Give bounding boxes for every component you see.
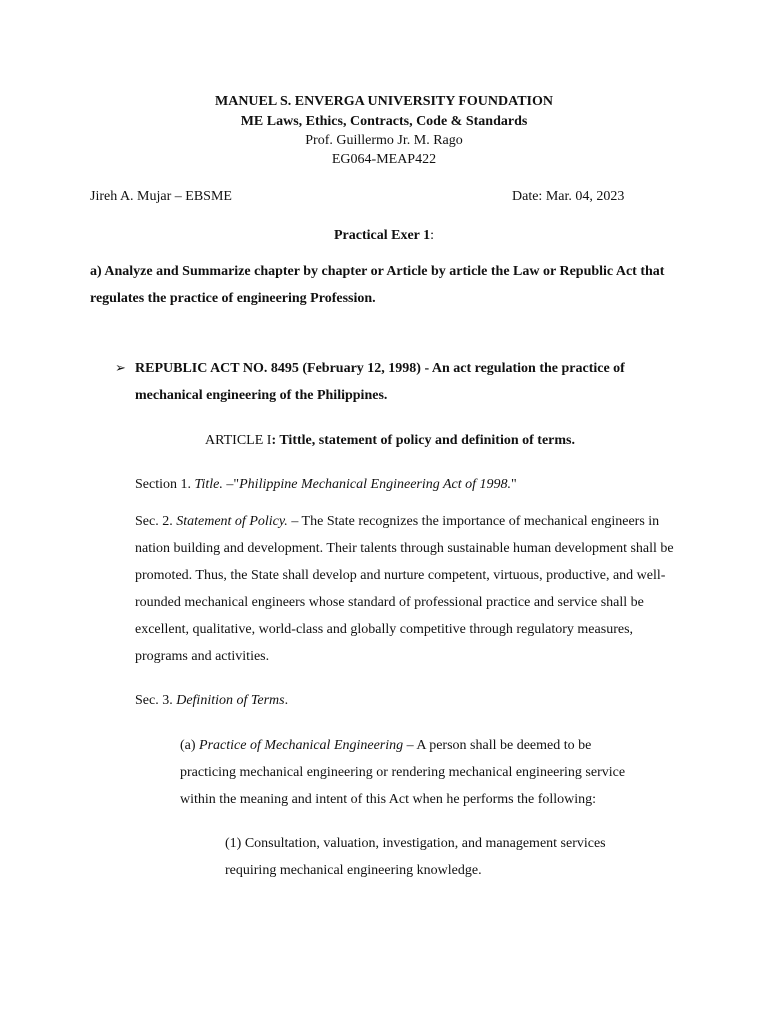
definition-a-title: Practice of Mechanical Engineering xyxy=(199,738,404,753)
article-title: : Tittle, statement of policy and definition of terms. xyxy=(271,433,576,448)
section-1 xyxy=(135,477,517,494)
course-code: EG064-MEAP422 xyxy=(331,152,437,167)
date-line: Date: Mar. 04, 2023 xyxy=(512,189,625,204)
definition-a-body: – A person shall be deemed to be practicing mechanical engineering or rendering mechanical engineering service within the meaning and intent of this Act when he performs the following: xyxy=(180,738,626,807)
exercise-title-text: Practical Exer 1 xyxy=(333,228,431,243)
professor-name: Prof. Guillermo Jr. M. Rago xyxy=(305,133,463,148)
definition-a-label: (a) xyxy=(180,738,200,753)
definition-a-item-1: (1) Consultation, valuation, investigation, and management services requiring mechanical engineering knowledge. xyxy=(225,836,606,878)
exercise-title xyxy=(0,228,768,245)
section-3-label: Sec. 3. xyxy=(135,693,177,708)
section-2-body: – The State recognizes the importance of mechanical engineers in nation building and development. Their talents through sustainable human development shall be promoted. Thus, the State shall develop and nurture competent, virtuous, productive, and well-rounded mechanical engineers whose standard of professional practice and service shall be excellent, qualitative, world-class and globally competitive through regulatory measures, programs and activities. xyxy=(135,514,674,664)
section-1-dash: –" xyxy=(222,477,240,492)
section-2 xyxy=(135,508,675,670)
section-3-title: Definition of Terms xyxy=(176,693,285,708)
republic-act-heading: REPUBLIC ACT NO. 8495 (February 12, 1998) - An act regulation the practice of mechanical engineering of the Philippines. xyxy=(135,361,625,403)
author-line: Jireh A. Mujar – EBSME xyxy=(90,189,232,204)
section-1-label: Section 1. xyxy=(135,477,195,492)
exercise-question: a) Analyze and Summarize chapter by chapter or Article by article the Law or Republic Act that regulates the practice of engineering Profession. xyxy=(90,264,665,306)
exercise-title-colon: : xyxy=(430,228,435,243)
section-1-quote: Philippine Mechanical Engineering Act of 1998. xyxy=(239,477,512,492)
article-prefix: ARTICLE I xyxy=(205,433,272,448)
article-heading xyxy=(205,433,575,450)
section-2-title: Statement of Policy. xyxy=(176,514,288,529)
section-3 xyxy=(135,693,288,710)
section-1-end: " xyxy=(511,477,517,492)
definition-a xyxy=(180,732,650,813)
section-1-title: Title. xyxy=(194,477,223,492)
course-title: ME Laws, Ethics, Contracts, Code & Standards xyxy=(240,114,528,129)
university-name: MANUEL S. ENVERGA UNIVERSITY FOUNDATION xyxy=(215,94,553,109)
arrow-bullet-icon: ➢ xyxy=(115,360,126,375)
section-3-end: . xyxy=(284,693,289,708)
section-2-label: Sec. 2. xyxy=(135,514,177,529)
